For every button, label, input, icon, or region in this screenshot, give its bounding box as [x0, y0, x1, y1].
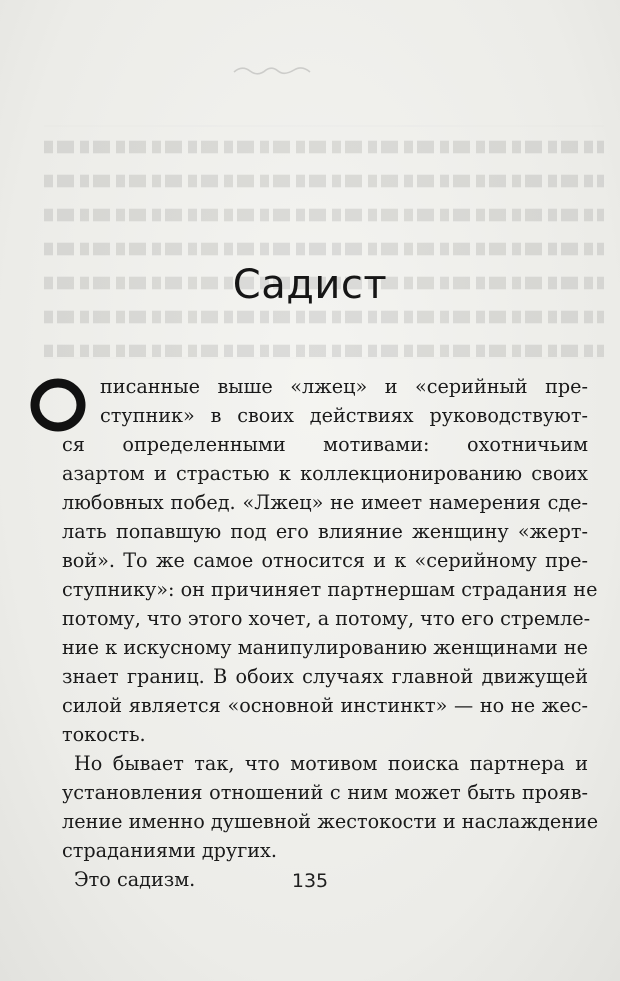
text-line: Но бывает так, что мотивом поиска партнера и: [74, 752, 588, 775]
text-line: ступник» в своих действиях руководствуют-: [100, 404, 588, 427]
text-line: любовных побед. «Лжец» не имеет намерения сде-: [62, 491, 588, 514]
page-number: 135: [291, 870, 329, 892]
paragraph: [62, 372, 598, 749]
paragraph: [62, 749, 599, 865]
bleed-through-text: [44, 125, 604, 359]
text-line: ление именно душевной жестокости и наслаждение: [62, 810, 599, 833]
text-line: писанные выше «лжец» и «серийный пре-: [100, 375, 588, 398]
text-line: знает границ. В обоих случаях главной движущей: [62, 665, 588, 688]
text-line: ступнику»: он причиняет партнершам страдания не: [62, 578, 598, 601]
drop-cap-letter: О: [56, 407, 60, 412]
text-line: Это садизм.: [74, 868, 196, 891]
text-line: лать попавшую под его влияние женщину «жерт-: [62, 520, 588, 543]
text-line: страданиями других.: [62, 839, 277, 862]
text-line: токость.: [62, 723, 146, 746]
chapter-title: Садист: [232, 262, 388, 308]
text-line: азартом и страстью к коллекционированию своих: [62, 462, 588, 485]
bleed-through-ornament: [232, 62, 312, 76]
text-line: установления отношений с ним может быть прояв-: [62, 781, 588, 804]
text-line: ние к искусному манипулированию женщинами не: [62, 636, 588, 659]
text-line: силой является «основной инстинкт» — но не жес-: [62, 694, 588, 717]
body-text: [62, 372, 599, 894]
text-line: вой». То же самое относится и к «серийному пре-: [62, 549, 588, 572]
text-line: потому, что этого хочет, а потому, что его стремле-: [62, 607, 591, 630]
text-line: ся определенными мотивами: охотничьим: [62, 433, 588, 456]
